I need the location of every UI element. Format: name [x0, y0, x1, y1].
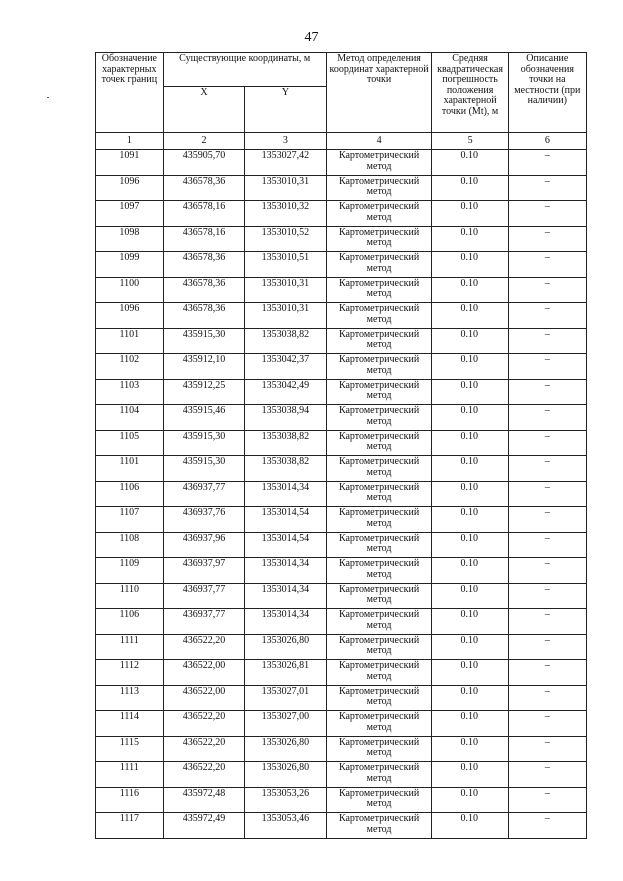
cell-x: 436578,36	[163, 175, 244, 201]
cell-y: 1353014,34	[245, 558, 326, 584]
cell-method	[326, 150, 432, 176]
header-description: Описание обозначения точки на местности (при наличии)	[508, 53, 586, 133]
cell-point: 1117	[96, 813, 164, 839]
method-text: Картометрический метод	[338, 711, 420, 733]
method-text: Картометрический метод	[338, 226, 420, 248]
cell-y: 1353038,82	[245, 456, 326, 482]
method-text: Картометрический метод	[338, 379, 420, 401]
cell-point: 1114	[96, 711, 164, 737]
table-row	[96, 201, 587, 227]
cell-y: 1353042,37	[245, 354, 326, 380]
cell-method	[326, 813, 432, 839]
cell-y: 1353014,34	[245, 609, 326, 635]
cell-point: 1105	[96, 430, 164, 456]
method-text: Картометрический метод	[338, 252, 420, 274]
cell-x: 436937,97	[163, 558, 244, 584]
table-row	[96, 787, 587, 813]
cell-accuracy: 0.10	[432, 456, 508, 482]
cell-x: 436578,16	[163, 226, 244, 252]
cell-x: 435915,30	[163, 328, 244, 354]
cell-point: 1097	[96, 201, 164, 227]
cell-x: 436937,77	[163, 481, 244, 507]
table-row	[96, 379, 587, 405]
cell-x: 436522,20	[163, 711, 244, 737]
cell-accuracy: 0.10	[432, 175, 508, 201]
cell-description: –	[508, 226, 586, 252]
cell-x: 436522,00	[163, 685, 244, 711]
cell-accuracy: 0.10	[432, 507, 508, 533]
cell-method	[326, 660, 432, 686]
cell-accuracy: 0.10	[432, 787, 508, 813]
cell-x: 436937,77	[163, 583, 244, 609]
cell-description: –	[508, 711, 586, 737]
cell-point: 1115	[96, 736, 164, 762]
cell-method	[326, 685, 432, 711]
cell-x: 435905,70	[163, 150, 244, 176]
cell-method	[326, 583, 432, 609]
cell-y: 1353026,80	[245, 634, 326, 660]
cell-accuracy: 0.10	[432, 226, 508, 252]
method-text: Картометрический метод	[338, 175, 420, 197]
column-numbers-row	[96, 133, 587, 150]
cell-method	[326, 328, 432, 354]
column-number: 6	[508, 133, 586, 150]
cell-accuracy: 0.10	[432, 150, 508, 176]
cell-method	[326, 481, 432, 507]
method-text: Картометрический метод	[338, 430, 420, 452]
cell-description: –	[508, 634, 586, 660]
method-text: Картометрический метод	[338, 481, 420, 503]
method-text: Картометрический метод	[338, 201, 420, 223]
cell-x: 435915,30	[163, 430, 244, 456]
cell-description: –	[508, 481, 586, 507]
cell-description: –	[508, 328, 586, 354]
cell-description: –	[508, 813, 586, 839]
cell-accuracy: 0.10	[432, 736, 508, 762]
cell-y: 1353026,81	[245, 660, 326, 686]
coordinates-table	[95, 52, 587, 839]
cell-method	[326, 762, 432, 788]
table-row	[96, 277, 587, 303]
cell-point: 1102	[96, 354, 164, 380]
table-row	[96, 813, 587, 839]
header-point: Обозначение характерных точек границ	[96, 53, 164, 133]
table-row	[96, 226, 587, 252]
table-row	[96, 175, 587, 201]
cell-description: –	[508, 354, 586, 380]
cell-x: 436578,36	[163, 252, 244, 278]
cell-x: 436578,36	[163, 303, 244, 329]
cell-point: 1100	[96, 277, 164, 303]
cell-accuracy: 0.10	[432, 583, 508, 609]
cell-point: 1101	[96, 456, 164, 482]
cell-point: 1113	[96, 685, 164, 711]
cell-y: 1353014,34	[245, 583, 326, 609]
cell-description: –	[508, 787, 586, 813]
column-number: 1	[96, 133, 164, 150]
cell-point: 1109	[96, 558, 164, 584]
cell-point: 1103	[96, 379, 164, 405]
table-row	[96, 685, 587, 711]
table-row	[96, 583, 587, 609]
cell-y: 1353038,94	[245, 405, 326, 431]
cell-description: –	[508, 277, 586, 303]
cell-accuracy: 0.10	[432, 660, 508, 686]
method-text: Картометрический метод	[338, 813, 420, 835]
table-row	[96, 405, 587, 431]
cell-y: 1353038,82	[245, 328, 326, 354]
table-row	[96, 328, 587, 354]
cell-method	[326, 175, 432, 201]
table-row	[96, 150, 587, 176]
method-text: Картометрический метод	[338, 660, 420, 682]
cell-point: 1112	[96, 660, 164, 686]
cell-method	[326, 303, 432, 329]
method-text: Картометрический метод	[338, 736, 420, 758]
method-text: Картометрический метод	[338, 609, 420, 631]
cell-method	[326, 711, 432, 737]
cell-accuracy: 0.10	[432, 430, 508, 456]
cell-x: 435972,48	[163, 787, 244, 813]
cell-description: –	[508, 405, 586, 431]
cell-method	[326, 532, 432, 558]
cell-point: 1106	[96, 609, 164, 635]
cell-point: 1106	[96, 481, 164, 507]
cell-x: 435912,25	[163, 379, 244, 405]
method-text: Картометрический метод	[338, 303, 420, 325]
cell-x: 436937,76	[163, 507, 244, 533]
cell-y: 1353042,49	[245, 379, 326, 405]
cell-accuracy: 0.10	[432, 813, 508, 839]
cell-method	[326, 736, 432, 762]
cell-point: 1104	[96, 405, 164, 431]
cell-description: –	[508, 175, 586, 201]
cell-y: 1353010,32	[245, 201, 326, 227]
cell-method	[326, 277, 432, 303]
cell-accuracy: 0.10	[432, 277, 508, 303]
cell-y: 1353026,80	[245, 736, 326, 762]
table-row	[96, 736, 587, 762]
column-number: 4	[326, 133, 432, 150]
column-number: 5	[432, 133, 508, 150]
method-text: Картометрический метод	[338, 150, 420, 172]
method-text: Картометрический метод	[338, 583, 420, 605]
cell-accuracy: 0.10	[432, 201, 508, 227]
method-text: Картометрический метод	[338, 507, 420, 529]
header-x: X	[163, 87, 244, 133]
cell-description: –	[508, 532, 586, 558]
cell-description: –	[508, 456, 586, 482]
cell-accuracy: 0.10	[432, 252, 508, 278]
cell-y: 1353053,46	[245, 813, 326, 839]
table-row	[96, 660, 587, 686]
cell-description: –	[508, 252, 586, 278]
method-text: Картометрический метод	[338, 762, 420, 784]
table-row	[96, 456, 587, 482]
cell-accuracy: 0.10	[432, 379, 508, 405]
cell-point: 1099	[96, 252, 164, 278]
method-text: Картометрический метод	[338, 634, 420, 656]
cell-point: 1111	[96, 762, 164, 788]
cell-point: 1108	[96, 532, 164, 558]
cell-method	[326, 405, 432, 431]
table-row	[96, 558, 587, 584]
cell-x: 436522,20	[163, 762, 244, 788]
cell-x: 436937,96	[163, 532, 244, 558]
cell-x: 435972,49	[163, 813, 244, 839]
method-text: Картометрический метод	[338, 328, 420, 350]
table-row	[96, 711, 587, 737]
cell-x: 435912,10	[163, 354, 244, 380]
cell-y: 1353010,52	[245, 226, 326, 252]
cell-method	[326, 609, 432, 635]
header-accuracy: Средняя квадратическая погрешность положения характерной точки (Mt), м	[432, 53, 508, 133]
cell-accuracy: 0.10	[432, 303, 508, 329]
cell-y: 1353014,34	[245, 481, 326, 507]
method-text: Картометрический метод	[338, 405, 420, 427]
cell-y: 1353010,31	[245, 277, 326, 303]
cell-point: 1091	[96, 150, 164, 176]
table-row	[96, 634, 587, 660]
method-text: Картометрический метод	[338, 558, 420, 580]
cell-x: 436937,77	[163, 609, 244, 635]
table-row	[96, 303, 587, 329]
cell-description: –	[508, 379, 586, 405]
cell-method	[326, 379, 432, 405]
cell-accuracy: 0.10	[432, 762, 508, 788]
cell-description: –	[508, 558, 586, 584]
cell-accuracy: 0.10	[432, 532, 508, 558]
cell-description: –	[508, 303, 586, 329]
cell-x: 435915,30	[163, 456, 244, 482]
cell-accuracy: 0.10	[432, 634, 508, 660]
cell-y: 1353038,82	[245, 430, 326, 456]
cell-description: –	[508, 685, 586, 711]
cell-point: 1107	[96, 507, 164, 533]
header-y: Y	[245, 87, 326, 133]
cell-x: 436522,20	[163, 736, 244, 762]
cell-method	[326, 507, 432, 533]
cell-description: –	[508, 609, 586, 635]
cell-y: 1353010,31	[245, 303, 326, 329]
method-text: Картометрический метод	[338, 456, 420, 478]
cell-y: 1353027,00	[245, 711, 326, 737]
method-text: Картометрический метод	[338, 685, 420, 707]
cell-accuracy: 0.10	[432, 481, 508, 507]
cell-x: 436522,00	[163, 660, 244, 686]
cell-y: 1353010,31	[245, 175, 326, 201]
cell-point: 1096	[96, 175, 164, 201]
method-text: Картометрический метод	[338, 354, 420, 376]
cell-accuracy: 0.10	[432, 685, 508, 711]
cell-description: –	[508, 201, 586, 227]
method-text: Картометрический метод	[338, 532, 420, 554]
method-text: Картометрический метод	[338, 787, 420, 809]
cell-point: 1098	[96, 226, 164, 252]
table-row	[96, 430, 587, 456]
column-number: 2	[163, 133, 244, 150]
cell-method	[326, 201, 432, 227]
header-method: Метод определения координат характерной точки	[326, 53, 432, 133]
table-row	[96, 532, 587, 558]
cell-x: 436522,20	[163, 634, 244, 660]
cell-description: –	[508, 583, 586, 609]
cell-y: 1353027,42	[245, 150, 326, 176]
cell-method	[326, 430, 432, 456]
table-row	[96, 252, 587, 278]
cell-x: 436578,16	[163, 201, 244, 227]
cell-accuracy: 0.10	[432, 711, 508, 737]
cell-point: 1116	[96, 787, 164, 813]
table-body	[96, 150, 587, 839]
cell-description: –	[508, 762, 586, 788]
cell-y: 1353014,54	[245, 532, 326, 558]
cell-point: 1111	[96, 634, 164, 660]
cell-description: –	[508, 736, 586, 762]
table-row	[96, 609, 587, 635]
cell-x: 435915,46	[163, 405, 244, 431]
table-row	[96, 507, 587, 533]
method-text: Картометрический метод	[338, 277, 420, 299]
cell-description: –	[508, 507, 586, 533]
cell-method	[326, 252, 432, 278]
cell-accuracy: 0.10	[432, 405, 508, 431]
cell-method	[326, 558, 432, 584]
table-row	[96, 762, 587, 788]
cell-description: –	[508, 430, 586, 456]
cell-accuracy: 0.10	[432, 609, 508, 635]
column-number: 3	[245, 133, 326, 150]
cell-method	[326, 787, 432, 813]
cell-y: 1353027,01	[245, 685, 326, 711]
cell-y: 1353010,51	[245, 252, 326, 278]
header-coords: Существующие координаты, м	[163, 53, 326, 87]
cell-method	[326, 354, 432, 380]
cell-x: 436578,36	[163, 277, 244, 303]
cell-y: 1353014,54	[245, 507, 326, 533]
cell-description: –	[508, 660, 586, 686]
table-row	[96, 354, 587, 380]
page-number: 47	[304, 30, 319, 45]
cell-method	[326, 226, 432, 252]
margin-mark	[47, 97, 49, 98]
cell-point: 1096	[96, 303, 164, 329]
cell-y: 1353053,26	[245, 787, 326, 813]
cell-description: –	[508, 150, 586, 176]
cell-method	[326, 456, 432, 482]
cell-method	[326, 634, 432, 660]
cell-accuracy: 0.10	[432, 558, 508, 584]
cell-point: 1101	[96, 328, 164, 354]
cell-y: 1353026,80	[245, 762, 326, 788]
cell-accuracy: 0.10	[432, 354, 508, 380]
table-row	[96, 481, 587, 507]
cell-point: 1110	[96, 583, 164, 609]
cell-accuracy: 0.10	[432, 328, 508, 354]
